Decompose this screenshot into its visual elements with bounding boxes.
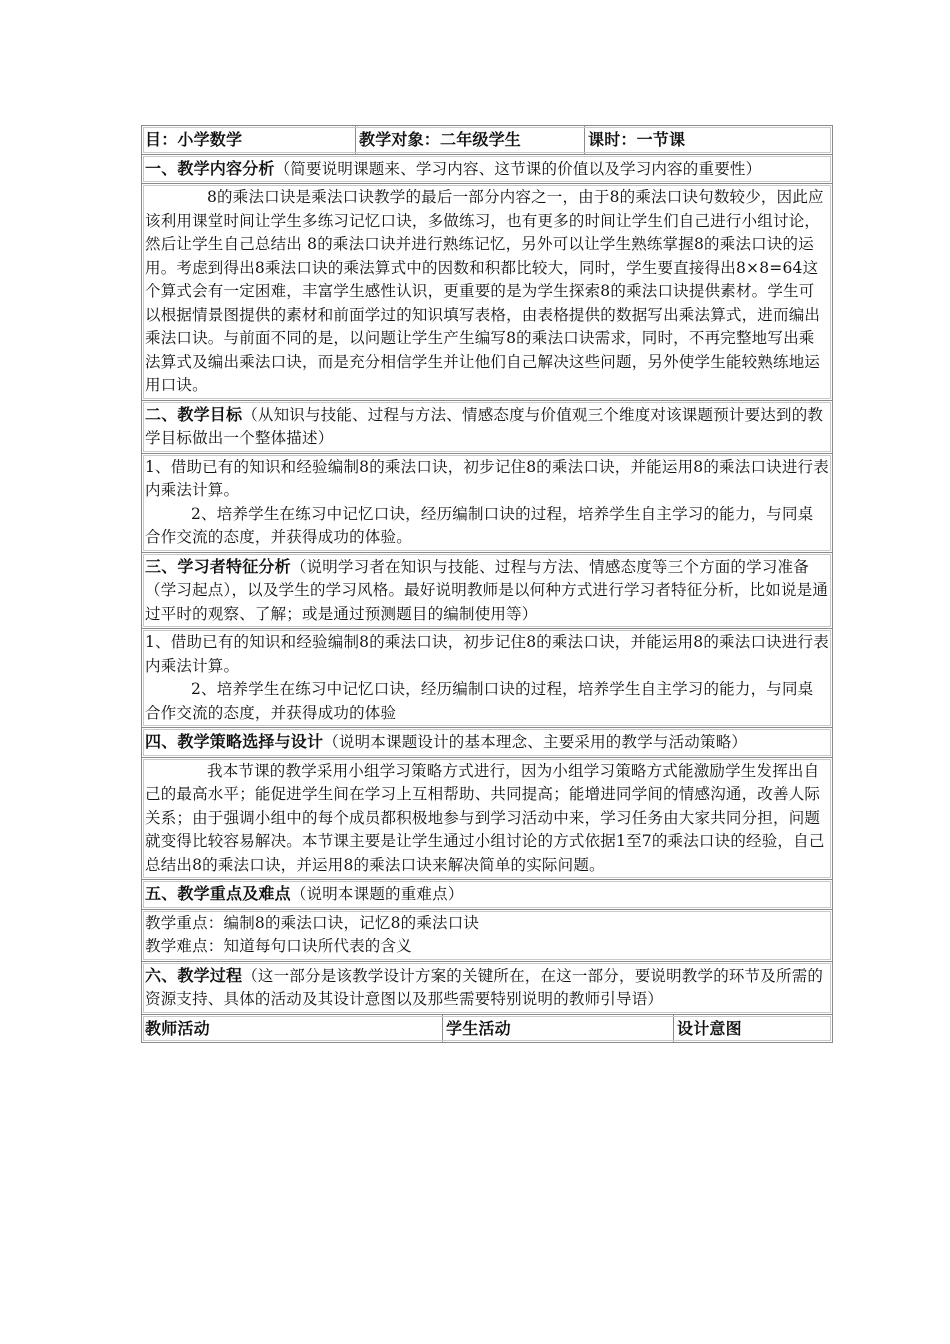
key-points: 教学重点：编制8的乘法口诀，记忆8的乘法口诀 [145, 913, 480, 932]
design-intent-header: 设计意图 [677, 1018, 742, 1038]
section-3-para-1: 1、借助已有的知识和经验编制8的乘法口诀，初步记住8的乘法口诀，并能运用8的乘法口诀进行表内乘法计算。 [145, 633, 829, 675]
section-1-desc: （简要说明课题来、学习内容、这节课的价值以及学习内容的重要性） [274, 159, 762, 178]
lesson-plan-table [141, 126, 833, 1043]
period-cell: 课时：一节课 [588, 130, 686, 149]
section-4-desc: （说明本课题设计的基本理念、主要采用的教学与活动策略） [323, 733, 748, 751]
section-5-content [141, 909, 833, 962]
section-6-heading [141, 961, 833, 1015]
section-1-body: 8的乘法口诀是乘法口诀教学的最后一部分内容之一，由于8的乘法口诀句数较少，因此应该利用课堂时间让学生多练习记忆口诀，多做练习，也有更多的时间让学生们自己进行小组讨论，然后让学生自己总结出 8的乘法口诀并进行熟练记忆，另外可以让学生熟练掌握8的乘法口诀的运用。考虑到得出8乘法口诀的乘法算式中的因数和积都比较大，同时，学生要直接得出8×8=64这个算式会有一定困难，丰富学生感性认识，更重要的是为学生探索8的乘法口诀提供素材。学生可以根据情景图提供的素材和前面学过的知识填写表格，由表格提供的数据写出乘法算式，进而编出乘法口诀。与前面不同的是，以问题让学生产生编写8的乘法口诀需求，同时，不再完整地写出乘法算式及编出乘法口诀，而是充分相信学生并让他们自己解决这些问题，另外使学生能较熟练地运用口诀。 [145, 188, 824, 394]
header-row [141, 125, 833, 155]
section-6-desc: （这一部分是该教学设计方案的关键所在，在这一部分，要说明教学的环节及所需的资源支持、具体的活动及其设计意图以及那些需要特别说明的教师引导语） [145, 966, 824, 1008]
section-3-heading [141, 552, 833, 630]
section-1-heading [141, 154, 833, 185]
section-2-heading [141, 400, 833, 454]
section-2-para-2: 2、培养学生在练习中记忆口诀，经历编制口诀的过程，培养学生自主学习的能力，与同桌合作交流的态度，并获得成功的体验。 [145, 504, 814, 546]
student-activity-header: 学生活动 [443, 1015, 674, 1043]
section-3-content [141, 628, 833, 728]
section-3-para-2: 2、培养学生在练习中记忆口诀，经历编制口诀的过程，培养学生自主学习的能力，与同桌合作交流的态度，并获得成功的体验 [145, 680, 814, 722]
section-4-body: 我本节课的教学采用小组学习策略方式进行，因为小组学习策略方式能激励学生发挥出自己的最高水平；能促进学生间在学习上互相帮助、共同提高；能增进同学间的情感沟通，改善人际关系；由于强调小组中的每个成员都积极地参与到学习活动中来，学习任务由大家共同分担，问题就变得比较容易解决。本节课主要是让学生通过小组讨论的方式依据1至7的乘法口诀的经验，自己总结出8的乘法口诀，并运用8的乘法口诀来解决简单的实际问题。 [145, 761, 825, 874]
section-4-heading [141, 727, 833, 758]
section-2-title: 二、教学目标 [145, 404, 243, 424]
difficult-points: 教学难点：知道每句口诀所代表的含义 [145, 937, 412, 955]
target-cell: 教学对象：二年级学生 [356, 126, 585, 154]
section-1-content [141, 183, 833, 401]
section-2-para-1: 1、借助已有的知识和经验编制8的乘法口诀，初步记住8的乘法口诀，并能运用8的乘法口诀进行表内乘法计算。 [145, 457, 829, 499]
section-6-title: 六、教学过程 [145, 965, 243, 985]
section-4-content [141, 757, 833, 881]
section-4-title: 四、教学策略选择与设计 [145, 732, 324, 751]
section-3-title: 三、学习者特征分析 [145, 556, 291, 576]
section-5-title: 五、教学重点及难点 [145, 884, 291, 903]
section-1-title: 一、教学内容分析 [145, 158, 275, 178]
section-2-content [141, 453, 833, 553]
section-5-heading [141, 879, 833, 910]
process-columns-row [141, 1014, 833, 1044]
section-2-desc: （从知识与技能、过程与方法、情感态度与价值观三个维度对该课题预计要达到的教学目标做出一个整体描述） [145, 405, 824, 447]
subject-cell: 目：小学数学 [142, 126, 356, 154]
section-3-desc: （说明学习者在知识与技能、过程与方法、情感态度等三个方面的学习准备（学习起点），以及学生的学习风格。最好说明教师是以何种方式进行学习者特征分析，比如说是通过平时的观察、了解；或是通过预测题目的编制使用等） [145, 557, 829, 623]
teacher-activity-header: 教师活动 [142, 1015, 443, 1043]
section-5-desc: （说明本课题的重难点） [290, 885, 464, 903]
